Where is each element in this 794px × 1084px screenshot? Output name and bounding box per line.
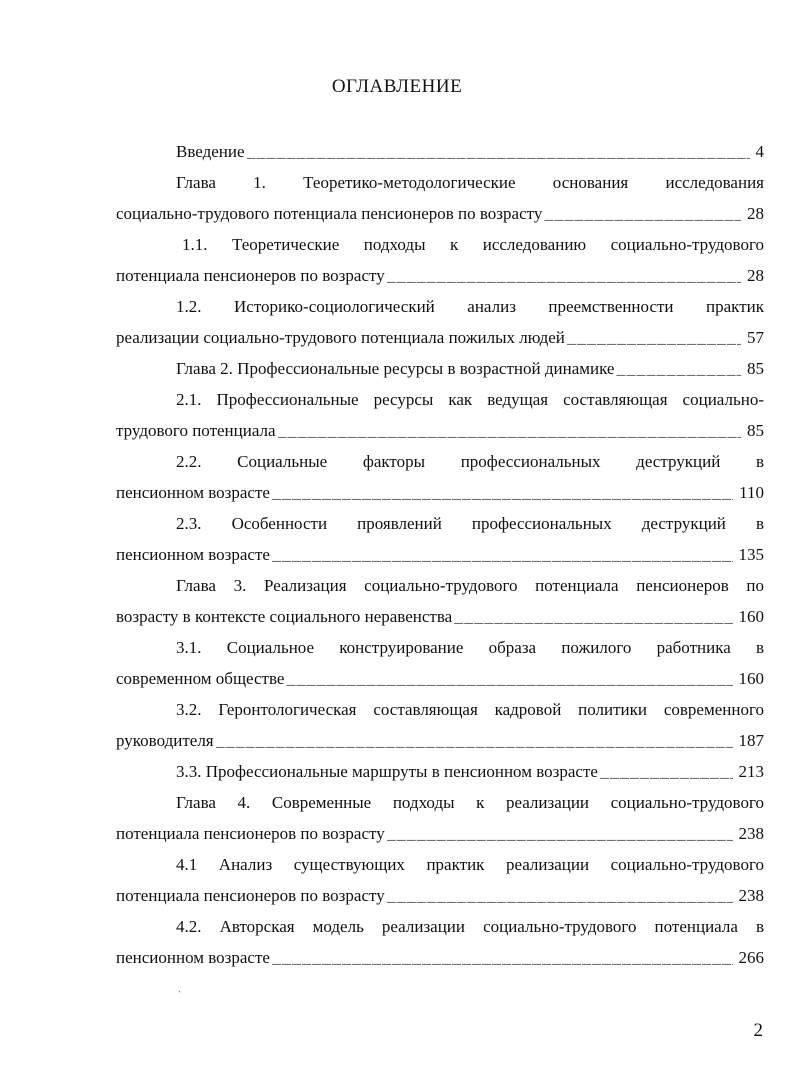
toc-entry-chapter-1[interactable] bbox=[116, 167, 764, 229]
toc-entry-text-continued: современном обществе bbox=[116, 669, 285, 688]
toc-entry-chapter-3[interactable] bbox=[116, 570, 764, 632]
toc-entry-text-continued: потенциала пенсионеров по возрасту bbox=[116, 886, 385, 905]
toc-entry-text: Глава 4. Современные подходы к реализации социально-трудового bbox=[176, 793, 764, 812]
toc-page-number: 28 bbox=[747, 266, 764, 285]
toc-entry-text-continued: потенциала пенсионеров по возрасту bbox=[116, 266, 385, 285]
toc-entry-chapter-4[interactable] bbox=[116, 787, 764, 849]
toc-entry-text: Глава 1. Теоретико-методологические основания исследования bbox=[176, 173, 764, 192]
toc-entry-text: Глава 3. Реализация социально-трудового потенциала пенсионеров по bbox=[176, 576, 764, 595]
toc-entry-text-continued: потенциала пенсионеров по возрасту bbox=[116, 824, 385, 843]
toc-entry-section-2-2[interactable] bbox=[116, 446, 764, 508]
toc-entry-text: 1.1. Теоретические подходы к исследованию социально-трудового bbox=[182, 235, 764, 254]
dot-leader bbox=[600, 758, 733, 789]
toc-entry-text-continued: трудового потенциала bbox=[116, 421, 276, 440]
dot-leader bbox=[454, 603, 732, 634]
page-title: ОГЛАВЛЕНИЕ bbox=[331, 76, 463, 97]
toc-entry-text-continued: социально-трудового потенциала пенсионеров по возрасту bbox=[116, 204, 543, 223]
toc-page-number: 187 bbox=[738, 731, 764, 750]
toc-entry-section-1-2[interactable] bbox=[116, 291, 764, 353]
toc-entry-text: 2.3. Особенности проявлений профессиональных деструкций в bbox=[176, 514, 764, 533]
toc-entry-text-continued: реализации социально-трудового потенциала пожилых людей bbox=[116, 328, 565, 347]
toc-entry-text: 4.2. Авторская модель реализации социально-трудового потенциала в bbox=[176, 917, 764, 936]
toc-entry-text: 3.2. Геронтологическая составляющая кадровой политики современного bbox=[176, 700, 764, 719]
toc-page-number: 266 bbox=[738, 948, 764, 967]
toc-entry-chapter-2[interactable] bbox=[116, 353, 764, 384]
dot-leader bbox=[567, 324, 741, 355]
toc-page-number: 57 bbox=[747, 328, 764, 347]
dot-leader bbox=[272, 479, 733, 510]
toc-page-number: 85 bbox=[747, 359, 764, 378]
toc-entry-text-continued: пенсионном возрасте bbox=[116, 948, 270, 967]
toc-entry-text-continued: пенсионном возрасте bbox=[116, 483, 270, 502]
toc-entry-text: 3.3. Профессиональные маршруты в пенсионном возрасте bbox=[176, 762, 598, 781]
toc-entry-section-3-3[interactable] bbox=[116, 756, 764, 787]
dot-leader bbox=[278, 417, 741, 448]
dot-leader bbox=[286, 665, 732, 696]
toc-entry-section-3-2[interactable] bbox=[116, 694, 764, 756]
toc-entry-text: 1.2. Историко-социологический анализ преемственности практик bbox=[176, 297, 764, 316]
toc-page-number: 28 bbox=[747, 204, 764, 223]
toc-page-number: 4 bbox=[755, 142, 764, 161]
toc-page-number: 238 bbox=[738, 824, 764, 843]
toc-entry-text: 3.1. Социальное конструирование образа пожилого работника в bbox=[176, 638, 764, 657]
toc-page-number: 110 bbox=[739, 483, 764, 502]
toc-page-number: 238 bbox=[738, 886, 764, 905]
dot-leader bbox=[387, 262, 741, 293]
toc-page-number: 160 bbox=[738, 607, 764, 626]
toc-entry-text-continued: пенсионном возрасте bbox=[116, 545, 270, 564]
toc-entry-text: 4.1 Анализ существующих практик реализации социально-трудового bbox=[176, 855, 764, 874]
toc-entry-text: Введение bbox=[176, 142, 245, 161]
dot-leader bbox=[272, 944, 733, 975]
dot-leader bbox=[247, 138, 750, 169]
dot-leader bbox=[272, 541, 733, 572]
toc-entry-text: Глава 2. Профессиональные ресурсы в возрастной динамике bbox=[176, 359, 615, 378]
toc-entry-section-4-1[interactable] bbox=[116, 849, 764, 911]
toc-entry-section-2-3[interactable] bbox=[116, 508, 764, 570]
toc-page-number: 213 bbox=[738, 762, 764, 781]
toc-entry-text: 2.2. Социальные факторы профессиональных деструкций в bbox=[176, 452, 764, 471]
dot-leader bbox=[387, 820, 733, 851]
scan-mark: ˏ bbox=[178, 982, 182, 993]
page-number: 2 bbox=[753, 1020, 763, 1041]
dot-leader bbox=[387, 882, 733, 913]
toc-page-number: 85 bbox=[747, 421, 764, 440]
dot-leader bbox=[616, 355, 741, 386]
toc-entry-section-3-1[interactable] bbox=[116, 632, 764, 694]
toc-entry-section-4-2[interactable] bbox=[116, 911, 764, 973]
toc-entry-section-1-1[interactable] bbox=[116, 229, 764, 291]
dot-leader bbox=[216, 727, 733, 758]
toc-entry-section-2-1[interactable] bbox=[116, 384, 764, 446]
toc-entry-text-continued: руководителя bbox=[116, 731, 214, 750]
toc-entry-text-continued: возрасту в контексте социального неравенства bbox=[116, 607, 453, 626]
toc-page-number: 135 bbox=[738, 545, 764, 564]
dot-leader bbox=[544, 200, 741, 231]
toc-entry-text: 2.1. Профессиональные ресурсы как ведущая составляющая социально- bbox=[176, 390, 764, 409]
toc-page-number: 160 bbox=[738, 669, 764, 688]
toc-entry-introduction[interactable] bbox=[116, 136, 764, 167]
